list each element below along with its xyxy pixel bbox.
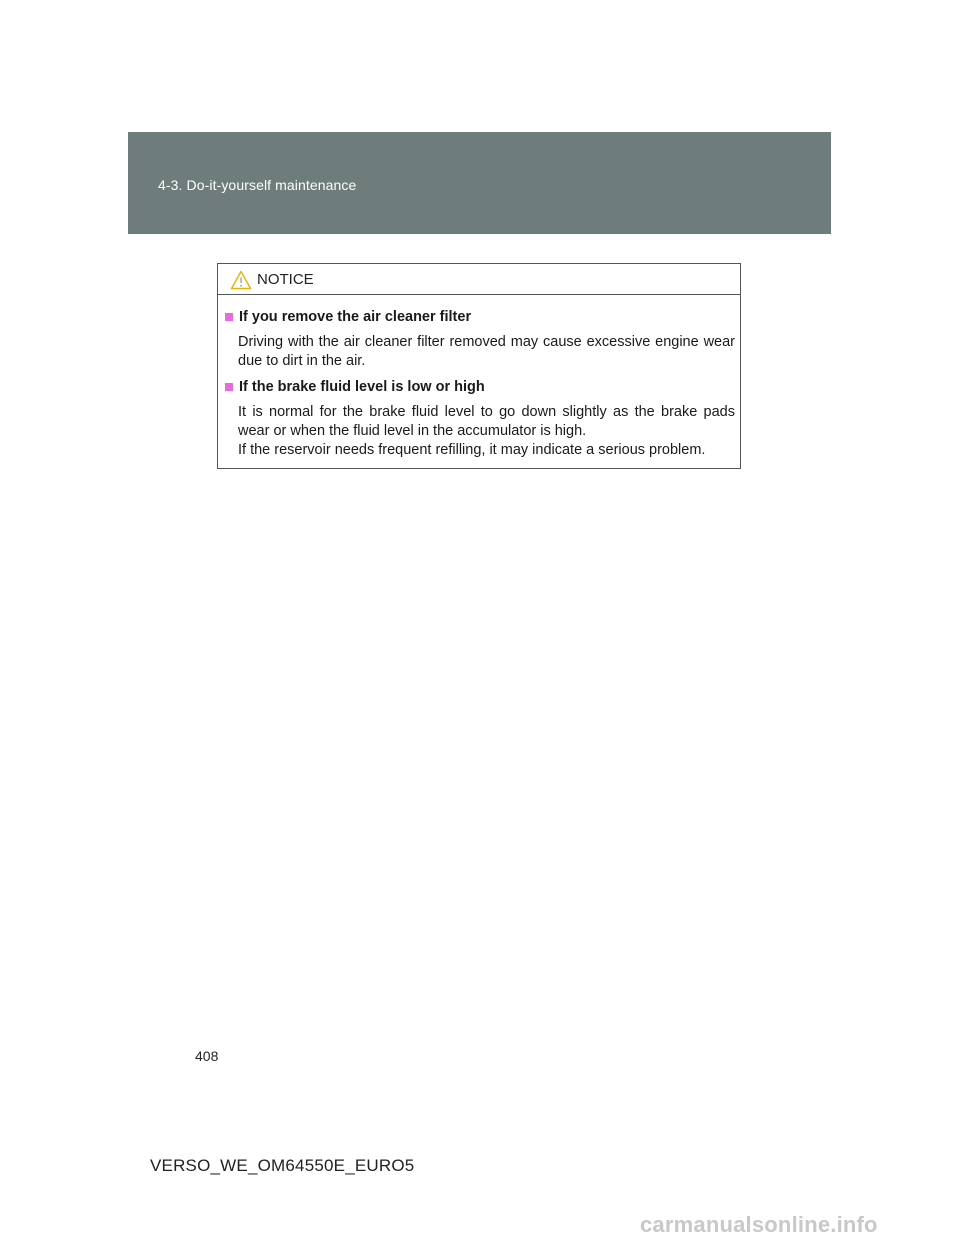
square-bullet-icon — [225, 313, 233, 321]
section-header-band — [128, 132, 831, 234]
item-paragraph: Driving with the air cleaner filter removed may cause excessive engine wear due to dirt in the air. — [238, 334, 735, 369]
item-heading-air-filter — [223, 307, 735, 327]
notice-box — [217, 263, 741, 469]
item-heading-text: If you remove the air cleaner filter — [239, 309, 472, 325]
item-text-air-filter — [223, 333, 735, 371]
item-paragraph: If the reservoir needs frequent refilling, it may indicate a serious problem. — [238, 442, 706, 458]
item-text-brake-fluid — [223, 403, 735, 460]
section-title: 4-3. Do-it-yourself maintenance — [158, 177, 357, 193]
warning-triangle-icon — [230, 270, 252, 290]
notice-header — [218, 264, 740, 295]
notice-body — [218, 295, 740, 460]
watermark-logo: carmanualsonline.info — [640, 1212, 878, 1237]
item-paragraph: It is normal for the brake fluid level to go down slightly as the brake pads wear or when the fluid level in the accumulator is high. — [238, 404, 735, 439]
item-heading-brake-fluid — [223, 377, 735, 397]
square-bullet-icon — [225, 383, 233, 391]
document-code: VERSO_WE_OM64550E_EURO5 — [150, 1156, 415, 1175]
notice-title: NOTICE — [257, 271, 314, 288]
page-number: 408 — [195, 1048, 219, 1064]
item-heading-text: If the brake fluid level is low or high — [239, 379, 485, 395]
